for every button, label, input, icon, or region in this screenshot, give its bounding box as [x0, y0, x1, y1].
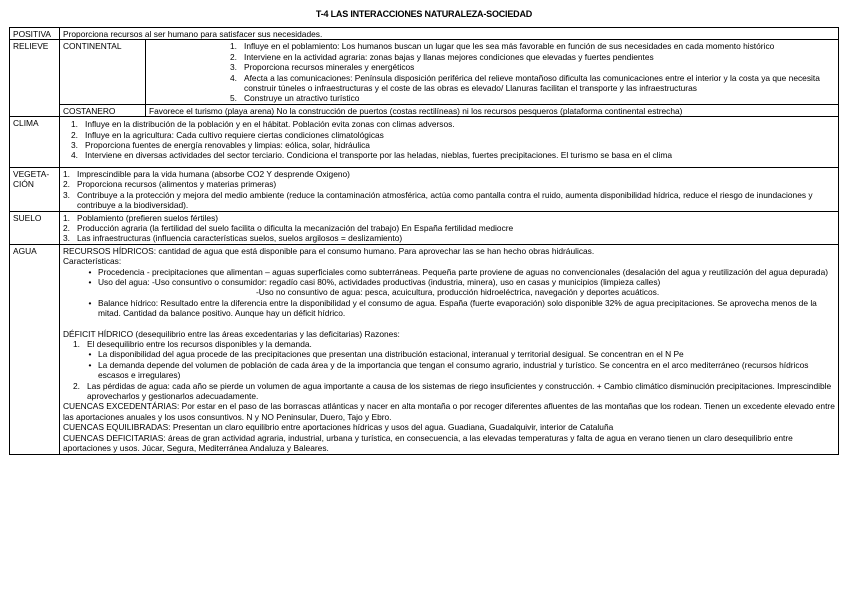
list-item: [230, 93, 835, 103]
positiva-text: Proporciona recursos al ser humano para satisfacer sus necesidades.: [60, 28, 839, 40]
list-item: [63, 169, 835, 179]
row-relieve-costanero: [10, 104, 839, 116]
caracteristicas-heading: Características:: [63, 256, 122, 267]
item-number: 1.: [71, 119, 78, 130]
row-suelo: [10, 211, 839, 244]
item-number: 2.: [63, 179, 70, 190]
list-item: [63, 349, 835, 359]
item-number: 1.: [63, 168, 70, 179]
item-number: 3.: [71, 140, 78, 151]
deficit-heading: DÉFICIT HÍDRICO (desequilibrio entre las áreas excedentarias y las deficitarias) Razones:: [63, 328, 400, 339]
agua-content: [60, 244, 839, 455]
label-continental: CONTINENTAL: [60, 40, 146, 104]
item-text: Proporciona recursos (alimentos y materias primeras): [77, 179, 277, 190]
list-item: [63, 233, 835, 243]
label-positiva: POSITIVA: [10, 28, 60, 40]
list-item: [63, 140, 835, 150]
item-text: Influye en la agricultura: Cada cultivo requiere ciertas condiciones climatológicas: [85, 129, 384, 140]
row-clima: [10, 117, 839, 168]
bullet-icon: •: [88, 349, 92, 360]
uso-no-consuntivo: -Uso no consuntivo de agua: pesca, acuicultura, producción hidroeléctrica, navegación y deportes acuáticos.: [256, 287, 660, 298]
item-text: Proporciona recursos minerales y energéticos: [244, 62, 415, 73]
row-positiva: [10, 28, 839, 40]
list-item: [230, 73, 835, 94]
item-text: Las pérdidas de agua: cada año se pierde un volumen de agua importante a causa de los sistemas de riego insuficientes y construcción. + Cambio climático disminución precipitaciones. Imprescindible aprovecharlos y gestionarlos adecuadamente.: [87, 380, 832, 401]
item-text: Influye en el poblamiento: Los humanos buscan un lugar que les sea más favorable en función de sus necesidades en cada momento histórico: [244, 41, 775, 52]
item-text: La demanda depende del volumen de población de cada área y de la importancia que tengan el consumo agrario, industrial y turístico. Se concentra en el arco mediterráneo (recursos hídricos escasos e irregulares): [98, 359, 809, 381]
suelo-list: [60, 211, 839, 244]
item-text: Interviene en la actividad agraria: zonas bajas y llanas mejores condiciones que elevadas y fuertes pendientes: [244, 51, 654, 62]
page-title: T-4 LAS INTERACCIONES NATURALEZA-SOCIEDAD: [315, 9, 533, 19]
continental-list: [146, 40, 839, 104]
label-clima: CLIMA: [10, 117, 60, 168]
item-text: El desequilibrio entre los recursos disponibles y la demanda.: [87, 338, 312, 349]
costanero-text: Favorece el turismo (playa arena) No la construcción de puertos (costas rectilíneas) ni los recursos pesqueros (plataforma continental estrecha): [146, 104, 839, 116]
vegetacion-list: [60, 167, 839, 211]
item-text: Las infraestructuras (influencia características suelos, suelos argilosos = deslizamiento): [77, 233, 403, 244]
item-number: 1.: [73, 338, 80, 349]
list-item: [63, 298, 835, 319]
label-costanero: COSTANERO: [60, 104, 146, 116]
cuencas-excedentarias: CUENCAS EXCEDENTÁRIAS: Por estar en el paso de las borrascas atlánticas y nacer en alta montaña o por recoger diferentes afluentes de las montañas que los rodean. Tienen un excedente elevado entre las aportaciones anuales y los usos consuntivos. N y NO Peninsular, Duero, Tajo y Ebro.: [63, 401, 835, 422]
item-text: Construye un atractivo turístico: [244, 93, 360, 104]
list-item: [63, 130, 835, 140]
list-item: [63, 360, 835, 381]
cuencas-equilibradas: CUENCAS EQUILIBRADAS: Presentan un claro equilibrio entre aportaciones hídricas y usos del agua. Guadiana, Guadalquivir, interior de Cataluña: [63, 422, 614, 433]
clima-list: [60, 117, 839, 168]
item-number: 1.: [230, 41, 237, 52]
item-text: Uso del agua: -Uso consuntivo o consumidor: regadío casi 80%, actividades productivas (industria, minera), uso en casas y municipios (limpieza calles): [98, 276, 661, 287]
item-number: 1.: [63, 212, 70, 223]
list-item: [63, 190, 835, 211]
item-text: Poblamiento (prefieren suelos fértiles): [77, 212, 219, 223]
list-item: [63, 223, 835, 233]
bullet-icon: •: [88, 359, 92, 370]
label-vegetacion: [10, 167, 60, 211]
row-agua: [10, 244, 839, 455]
item-text: Producción agraria (la fertilidad del suelo facilita o dificulta la mecanización del trabajo) En España fertilidad mediocre: [77, 222, 514, 233]
list-item: [63, 339, 835, 349]
item-number: 2.: [63, 222, 70, 233]
label-vegetacion-line2: CIÓN: [13, 179, 34, 190]
row-relieve-continental: [10, 40, 839, 104]
list-item: [63, 267, 835, 277]
list-item: [63, 381, 835, 402]
row-vegetacion: [10, 167, 839, 211]
item-text: Interviene en diversas actividades del sector terciario. Condiciona el transporte por las heladas, nieblas, fuertes precipitaciones. El turismo se basa en el clima: [85, 150, 673, 161]
item-number: 3.: [230, 62, 237, 73]
label-vegetacion-line1: VEGETA-: [13, 168, 50, 179]
item-text: Influye en la distribución de la población y en el hábitat. Población evita zonas con climas adversos.: [85, 119, 455, 130]
cuencas-deficitarias: CUENCAS DEFICITARIAS: áreas de gran actividad agraria, industrial, urbana y turística, en consecuencia, a las elevadas temperaturas y falta de agua en verano tienen un claro desequilibrio entre aportaciones y usos. Júcar, Segura, Mediterránea Andaluza y Baleares.: [63, 432, 793, 454]
item-text: Balance hídrico: Resultado entre la diferencia entre la disponibilidad y el consumo de agua. España (fuerte evaporación) solo disponible 32% de agua precipitaciones. Se aprovecha menos de la mitad. Cantidad da balance positivo. Aunque hay un déficit hídrico.: [98, 297, 817, 319]
item-number: 2.: [71, 129, 78, 140]
label-agua: AGUA: [10, 244, 60, 455]
item-number: 4.: [71, 150, 78, 161]
item-number: 5.: [230, 93, 237, 104]
list-item: [230, 52, 835, 62]
recursos-hidricos: RECURSOS HÍDRICOS: cantidad de agua que está disponible para el consumo humano. Para aprovechar las se han hecho obras hidráulicas.: [63, 245, 595, 256]
item-number: 3.: [63, 233, 70, 244]
list-item: [63, 179, 835, 189]
item-text: Contribuye a la protección y mejora del medio ambiente (reduce la contaminación atmosférica, actúa como pantalla contra el ruido, aumenta disponibilidad hídrica, reduce el riesgo de inundaciones y contribuye a la biodiversidad).: [77, 189, 813, 211]
content-table: [9, 27, 839, 455]
bullet-icon: •: [88, 266, 92, 277]
bullet-icon: •: [88, 297, 92, 308]
item-text: Afecta a las comunicaciones: Península disposición periférica del relieve montañoso dificulta las comunicaciones entre el interior y la costa ya que necesita construir túneles o infraestructuras y el coste de las obras es elevado/ Llanuras facilitan el transporte y las infraestructuras: [244, 72, 820, 94]
item-text: Imprescindible para la vida humana (absorbe CO2 Y desprende Oxigeno): [77, 168, 350, 179]
item-number: 2.: [73, 380, 80, 391]
item-number: 2.: [230, 51, 237, 62]
bullet-icon: •: [88, 276, 92, 287]
item-number: 4.: [230, 72, 237, 83]
item-text: Proporciona fuentes de energía renovables y limpias: eólica, solar, hidráulica: [85, 140, 370, 151]
list-item: [63, 119, 835, 129]
item-text: Procedencia - precipitaciones que alimentan – aguas superficiales como subterráneas. Pequeña parte proviene de aguas no convencionales (desalación del agua y reutilización del agua depurada): [98, 266, 829, 277]
item-text: La disponibilidad del agua procede de las precipitaciones que presentan una distribución estacional, interanual y territorial desigual. Se concentran en el N Pe: [98, 349, 684, 360]
list-item: [63, 150, 835, 160]
label-relieve: RELIEVE: [10, 40, 60, 117]
label-suelo: SUELO: [10, 211, 60, 244]
list-item: [63, 213, 835, 223]
list-item: [230, 62, 835, 72]
list-item: [230, 41, 835, 51]
item-number: 3.: [63, 189, 70, 200]
list-item: [63, 277, 835, 287]
